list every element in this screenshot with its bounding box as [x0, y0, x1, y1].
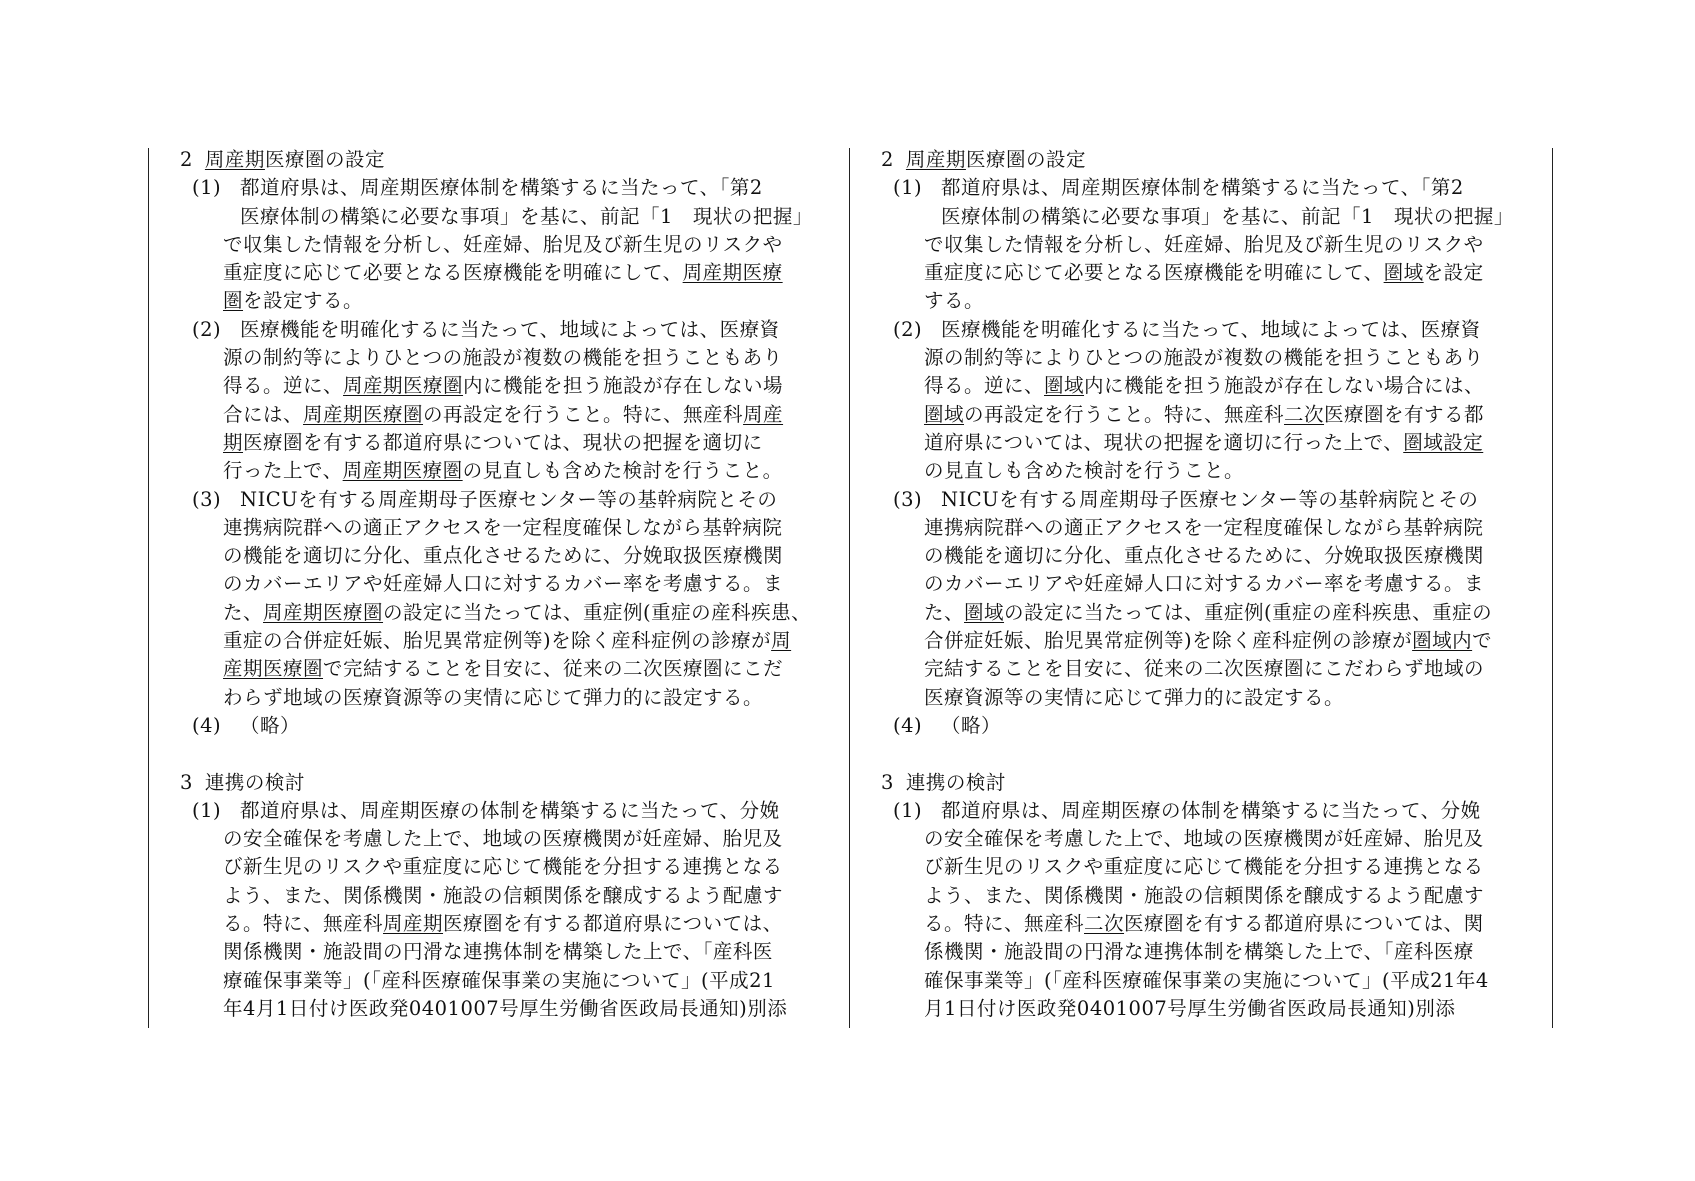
underlined-text: 二次	[1084, 912, 1125, 936]
para-3-line	[871, 599, 1531, 627]
para-2-line	[871, 372, 1531, 400]
body-text: の設定に当たっては、重症例(重症の産科疾患、重症の	[1004, 600, 1493, 624]
item-number: (1)	[192, 176, 222, 200]
body-text: 医療体制の構築に必要な事項」を基に、前記「1 現状の把握」	[941, 204, 1514, 228]
body-text: NICUを有する周産期母子医療センター等の基幹病院とその	[240, 487, 778, 511]
section-3-para-1-line	[871, 967, 1531, 995]
body-text: を設定	[1423, 261, 1484, 285]
body-text: 内に機能を担う施設が存在しない場	[463, 374, 784, 398]
underlined-text: 圏域設定	[1403, 430, 1484, 454]
section-number: 3	[881, 770, 894, 794]
body-text: 連携病院群への適正アクセスを一定程度確保しながら基幹病院	[223, 515, 783, 539]
underlined-text: 周	[771, 629, 792, 653]
underlined-text: 圏域	[924, 402, 965, 426]
body-text: 医療体制の構築に必要な事項」を基に、前記「1 現状の把握」	[240, 204, 813, 228]
body-text: 関係機関・施設間の円滑な連携体制を構築した上で、「産科医	[223, 940, 773, 964]
body-text: た、	[223, 600, 264, 624]
section-title	[894, 146, 1086, 174]
body-text: 源の制約等によりひとつの施設が複数の機能を担うこともあり	[223, 346, 783, 370]
body-text: わらず地域の医療資源等の実情に応じて弾力的に設定する。	[223, 685, 764, 709]
section-number: 3	[180, 770, 193, 794]
section-3-para-1-line	[170, 825, 830, 853]
body-text: 医療機能を明確化するに当たって、地域によっては、医療資	[941, 317, 1481, 341]
right-border-line	[1552, 148, 1553, 1028]
para-1-line	[871, 203, 1531, 231]
item-number: (2)	[192, 317, 222, 341]
para-1-line	[170, 259, 830, 287]
body-text: （略）	[941, 713, 1002, 737]
body-text: NICUを有する周産期母子医療センター等の基幹病院とその	[941, 487, 1479, 511]
title-text: 医療圏の設定	[264, 148, 385, 171]
para-1-line	[170, 231, 830, 259]
body-text: で収集した情報を分析し、妊産婦、胎児及び新生児のリスクや	[223, 232, 783, 256]
section-3-para-1-line	[871, 825, 1531, 853]
section-title: 連携の検討	[905, 770, 1006, 794]
body-text: 療確保事業等」(「産科医療確保事業の実施について」(平成21	[223, 968, 775, 992]
item-number: (3)	[192, 487, 222, 511]
para-3-line	[170, 514, 830, 542]
section-3-para-1-line	[170, 995, 830, 1023]
body-text: で収集した情報を分析し、妊産婦、胎児及び新生児のリスクや	[924, 232, 1484, 256]
section-title: 連携の検討	[204, 770, 305, 794]
item-number: (2)	[893, 317, 923, 341]
para-1-line	[871, 174, 1531, 202]
body-text: の再設定を行うこと。特に、無産科	[423, 402, 744, 426]
title-text: 医療圏の設定	[965, 148, 1086, 171]
para-3-line	[170, 655, 830, 683]
para-2-line	[170, 316, 830, 344]
para-3-line	[170, 684, 830, 712]
para-2-line	[871, 457, 1531, 485]
section-3-para-1-line	[170, 797, 830, 825]
body-text: 都道府県は、周産期医療の体制を構築するに当たって、分娩	[941, 798, 1481, 822]
body-text: る。特に、無産科	[223, 912, 384, 936]
left-border-line	[148, 148, 149, 1028]
body-text: び新生児のリスクや重症度に応じて機能を分担する連携となる	[223, 855, 783, 879]
body-text: の安全確保を考慮した上で、地域の医療機関が妊産婦、胎児及	[223, 827, 783, 851]
body-text: 重症度に応じて必要となる医療機能を明確にして、	[924, 261, 1384, 285]
item-number: (4)	[893, 713, 923, 737]
para-3-line	[170, 486, 830, 514]
para-3-line	[871, 514, 1531, 542]
body-text: の見直しも含めた検討を行うこと。	[462, 459, 783, 483]
underlined-text: 産期医療圏	[223, 657, 324, 681]
para-1-line	[170, 287, 830, 315]
underlined-text: 周産期	[204, 148, 265, 171]
section-3-para-1-line	[170, 967, 830, 995]
section-number: 2	[881, 148, 894, 171]
body-text: 年4月1日付け医政発0401007号厚生労働省医政局長通知)別添	[223, 996, 788, 1020]
body-text: 完結することを目安に、従来の二次医療圏にこだわらず地域の	[924, 657, 1485, 681]
body-text: 都道府県は、周産期医療体制を構築するに当たって、「第2	[240, 176, 763, 200]
para-1-line	[871, 259, 1531, 287]
body-text: 医療圏を有する都	[1324, 402, 1485, 426]
underlined-text: 圏	[223, 289, 244, 313]
body-text: 係機関・施設間の円滑な連携体制を構築した上で、「産科医療	[924, 940, 1474, 964]
body-text: 都道府県は、周産期医療の体制を構築するに当たって、分娩	[240, 798, 780, 822]
item-number: (1)	[893, 176, 923, 200]
underlined-text: 周産期医療圏	[263, 600, 384, 624]
body-text: の見直しも含めた検討を行うこと。	[924, 459, 1245, 483]
body-text: 重症度に応じて必要となる医療機能を明確にして、	[223, 261, 683, 285]
section-number: 2	[180, 148, 193, 171]
para-1-line	[170, 203, 830, 231]
para-3-line	[871, 570, 1531, 598]
para-4-line	[871, 712, 1531, 740]
para-2-line	[170, 344, 830, 372]
para-1-line	[170, 174, 830, 202]
body-text: び新生児のリスクや重症度に応じて機能を分担する連携となる	[924, 855, 1484, 879]
underlined-text: 周産期	[905, 148, 966, 171]
para-2-line	[170, 429, 830, 457]
item-number: (1)	[192, 798, 222, 822]
body-text: の設定に当たっては、重症例(重症の産科疾患、	[383, 600, 812, 624]
body-text: 重症の合併症妊娠、胎児異常症例等)を除く産科症例の診療が	[223, 629, 772, 653]
para-2-line	[871, 316, 1531, 344]
underlined-text: 二次	[1284, 402, 1325, 426]
body-text: （略）	[240, 713, 301, 737]
underlined-text: 周産期医療	[682, 261, 783, 285]
section-3-para-1-line	[871, 938, 1531, 966]
body-text: 医療機能を明確化するに当たって、地域によっては、医療資	[240, 317, 780, 341]
para-1-line	[871, 231, 1531, 259]
section-3-para-1-line	[871, 882, 1531, 910]
section-title	[193, 146, 385, 174]
body-text: 医療圏を有する都道府県については、現状の把握を適切に	[243, 430, 763, 454]
body-text: 合には、	[223, 402, 304, 426]
body-text: た、	[924, 600, 965, 624]
body-text: よう、また、関係機関・施設の信頼関係を醸成するよう配慮す	[924, 883, 1485, 907]
left-column	[170, 146, 830, 1023]
para-3-line	[170, 627, 830, 655]
item-number: (1)	[893, 798, 923, 822]
section-3-para-1-line	[871, 797, 1531, 825]
body-text: で完結することを目安に、従来の二次医療圏にこだ	[323, 657, 784, 681]
body-text: のカバーエリアや妊産婦人口に対するカバー率を考慮する。ま	[924, 572, 1485, 596]
para-3-line	[170, 542, 830, 570]
underlined-text: 周産	[743, 402, 784, 426]
body-text: する。	[924, 289, 985, 313]
body-text: 道府県については、現状の把握を適切に行った上で、	[924, 430, 1404, 454]
body-text: 内に機能を担う施設が存在しない場合には、	[1084, 374, 1485, 398]
blank-line	[170, 740, 830, 768]
center-divider-line	[849, 148, 850, 1028]
body-text: のカバーエリアや妊産婦人口に対するカバー率を考慮する。ま	[223, 572, 784, 596]
body-text: 医療圏を有する都道府県については、関	[1124, 912, 1484, 936]
body-text: る。特に、無産科	[924, 912, 1085, 936]
underlined-text: 圏域内	[1412, 629, 1473, 653]
section-3-heading	[170, 769, 830, 797]
para-2-line	[170, 401, 830, 429]
section-3-para-1-line	[170, 853, 830, 881]
underlined-text: 周産期医療圏	[343, 374, 464, 398]
para-2-line	[170, 457, 830, 485]
body-text: 行った上で、	[223, 459, 343, 483]
para-3-line	[170, 570, 830, 598]
para-1-line	[871, 287, 1531, 315]
underlined-text: 周産期医療圏	[342, 459, 463, 483]
para-2-line	[871, 401, 1531, 429]
body-text: よう、また、関係機関・施設の信頼関係を醸成するよう配慮す	[223, 883, 784, 907]
item-number: (4)	[192, 713, 222, 737]
section-2-heading	[170, 146, 830, 174]
para-2-line	[170, 372, 830, 400]
para-3-line	[871, 542, 1531, 570]
body-text: 都道府県は、周産期医療体制を構築するに当たって、「第2	[941, 176, 1464, 200]
section-3-para-1-line	[871, 995, 1531, 1023]
para-3-line	[871, 684, 1531, 712]
section-3-para-1-line	[170, 882, 830, 910]
body-text: 源の制約等によりひとつの施設が複数の機能を担うこともあり	[924, 346, 1484, 370]
underlined-text: 圏域	[1044, 374, 1085, 398]
body-text: を設定する。	[243, 289, 364, 313]
underlined-text: 圏域	[1383, 261, 1424, 285]
para-2-line	[871, 344, 1531, 372]
body-text: 医療資源等の実情に応じて弾力的に設定する。	[924, 685, 1345, 709]
body-text: 連携病院群への適正アクセスを一定程度確保しながら基幹病院	[924, 515, 1484, 539]
section-2-heading	[871, 146, 1531, 174]
body-text: 確保事業等」(「産科医療確保事業の実施について」(平成21年4	[924, 968, 1489, 992]
item-number: (3)	[893, 487, 923, 511]
section-3-para-1-line	[871, 910, 1531, 938]
body-text: 医療圏を有する都道府県については、	[443, 912, 783, 936]
underlined-text: 期	[223, 430, 244, 454]
body-text: で	[1472, 629, 1493, 653]
section-3-para-1-line	[871, 853, 1531, 881]
para-3-line	[871, 486, 1531, 514]
body-text: 月1日付け医政発0401007号厚生労働省医政局長通知)別添	[924, 996, 1456, 1020]
section-3-para-1-line	[170, 938, 830, 966]
body-text: の機能を適切に分化、重点化させるために、分娩取扱医療機関	[924, 544, 1485, 568]
body-text: の再設定を行うこと。特に、無産科	[964, 402, 1285, 426]
underlined-text: 周産期	[383, 912, 444, 936]
para-2-line	[871, 429, 1531, 457]
para-3-line	[871, 627, 1531, 655]
section-3-heading	[871, 769, 1531, 797]
section-3-para-1-line	[170, 910, 830, 938]
body-text: 合併症妊娠、胎児異常症例等)を除く産科症例の診療が	[924, 629, 1413, 653]
body-text: 得る。逆に、	[924, 374, 1045, 398]
para-3-line	[170, 599, 830, 627]
blank-line	[871, 740, 1531, 768]
body-text: の機能を適切に分化、重点化させるために、分娩取扱医療機関	[223, 544, 784, 568]
body-text: 得る。逆に、	[223, 374, 344, 398]
para-4-line	[170, 712, 830, 740]
underlined-text: 圏域	[964, 600, 1005, 624]
right-column	[871, 146, 1531, 1023]
underlined-text: 周産期医療圏	[303, 402, 424, 426]
para-3-line	[871, 655, 1531, 683]
body-text: の安全確保を考慮した上で、地域の医療機関が妊産婦、胎児及	[924, 827, 1484, 851]
